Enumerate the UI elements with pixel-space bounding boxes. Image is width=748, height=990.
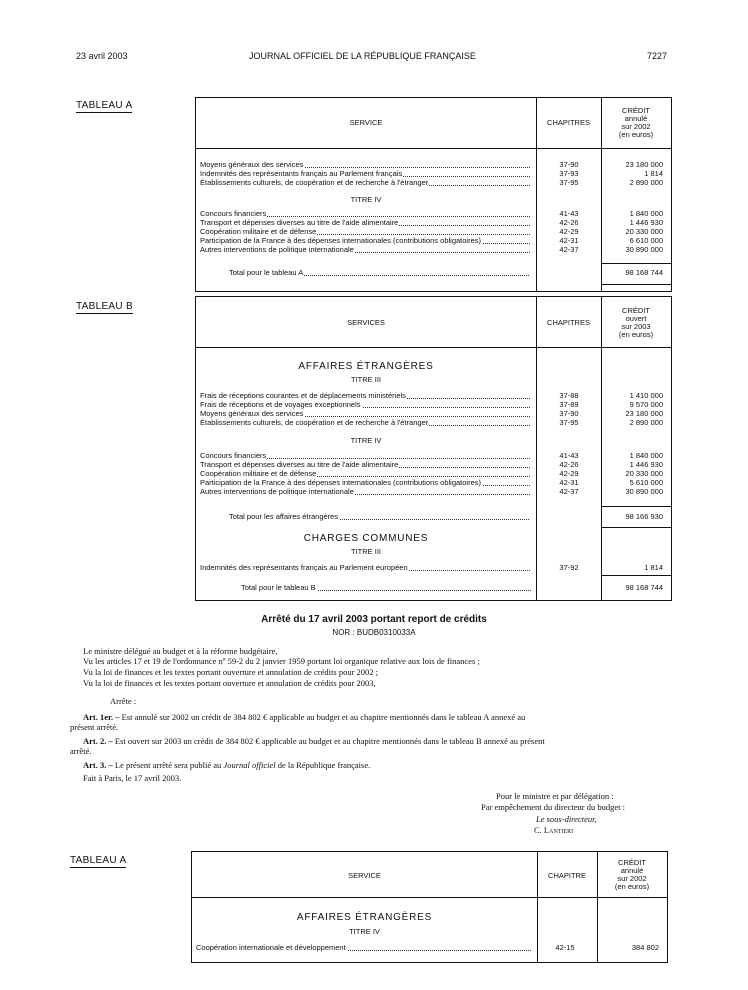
column-header-chapitres: CHAPITRES xyxy=(547,118,590,127)
article-3: Art. 3. – Le présent arrêté sera publié au Journal officiel de la République française. xyxy=(83,760,371,770)
visa-line: Vu la loi de finances et les textes portant ouverture et annulation de crédits pour 2002 ; xyxy=(83,667,379,677)
visa-line: Vu les articles 17 et 19 de l'ordonnance nº 59-2 du 2 janvier 1959 portant loi organique relative aux lois de finances ; xyxy=(83,656,480,666)
column-header-credit: CRÉDIT ouvert sur 2003 (en euros) xyxy=(618,306,654,339)
titre-heading: TITRE IV xyxy=(350,195,382,204)
section-heading: AFFAIRES ÉTRANGÈRES xyxy=(296,912,433,923)
table-label: TABLEAU B xyxy=(76,301,133,312)
article-1: Art. 1er. – Est annulé sur 2002 un crédit de 384 802 € applicable au budget et au chapitre mentionnés dans le tableau A annexé au xyxy=(83,712,526,722)
article-2: Art. 2. – Est ouvert sur 2003 un crédit de 384 802 € applicable au budget et au chapitre mentionnés dans le tableau B annexé au présent xyxy=(83,736,545,746)
titre-heading: TITRE IV xyxy=(350,436,382,445)
column-header-credit: CRÉDIT annulé sur 2002 (en euros) xyxy=(618,106,654,139)
signature-title: Le sous-directeur, xyxy=(536,814,597,824)
header-date: 23 avril 2003 xyxy=(76,51,128,61)
visa-line: Le ministre délégué au budget et à la réforme budgétaire, xyxy=(83,646,278,656)
column-header-chapitre: CHAPITRE xyxy=(548,871,586,880)
column-header-chapitres: CHAPITRES xyxy=(547,318,590,327)
signature-name: C. Lantieri xyxy=(534,825,574,835)
titre-heading: TITRE III xyxy=(351,375,381,384)
titre-heading: TITRE IV xyxy=(349,927,380,936)
article-2-cont: arrêté. xyxy=(70,746,92,756)
table-label: TABLEAU A xyxy=(70,855,127,866)
column-header-service: SERVICE xyxy=(348,871,381,880)
article-1-cont: présent arrêté. xyxy=(70,722,119,732)
section-heading: AFFAIRES ÉTRANGÈRES xyxy=(298,361,434,372)
nor-reference: NOR : BUDB0310033A xyxy=(332,628,416,637)
titre-heading: TITRE III xyxy=(351,547,381,556)
header-journal-title: JOURNAL OFFICIEL DE LA RÉPUBLIQUE FRANÇAISE xyxy=(249,51,476,61)
column-header-service: SERVICE xyxy=(349,118,383,127)
header-page-number: 7227 xyxy=(647,51,668,61)
tableau-a-table: SERVICE CHAPITRES CRÉDIT annulé sur 2002 (en euros) Moyens généraux des services 37-90 23 180 000 Indemnités des représentants français au Parlement français 37-93 1 814 Établissements culturels, de coopération et de recherche à l'étranger 37-95 2 890 000 TITRE IV Concours financiers 41-43 1 840 000 Transport et dépenses diverses au titre de l'aide alimentaire 42-26 1 446 930 Coopération militaire et de défense 42-29 20 330 000 Participation de la France à des dépenses internationales (contributions obligatoires) 42-31 6 610 000 Autres interventions de politique internationale 42-37 30 890 000 Total pour le tableau A 98 168 744 xyxy=(195,97,672,292)
arrete-title: Arrêté du 17 avril 2003 portant report de crédits xyxy=(261,614,487,625)
fait-a-paris: Fait à Paris, le 17 avril 2003. xyxy=(83,773,182,783)
column-header-services: SERVICES xyxy=(347,318,385,327)
tableau-a-annex-table: SERVICE CHAPITRE CRÉDIT annulé sur 2002 (en euros) AFFAIRES ÉTRANGÈRES TITRE IV Coopération internationale et développement 42-15 384 802 xyxy=(191,851,668,963)
section-heading: CHARGES COMMUNES xyxy=(303,533,429,544)
table-label: TABLEAU A xyxy=(76,100,133,111)
signature-line: Par empêchement du directeur du budget : xyxy=(481,802,625,812)
signature-line: Pour le ministre et par délégation : xyxy=(496,791,614,801)
arrete-word: Arrête : xyxy=(110,696,137,706)
tableau-b-table: SERVICES CHAPITRES CRÉDIT ouvert sur 2003 (en euros) AFFAIRES ÉTRANGÈRES TITRE III Frais de réceptions courantes et de déplacements ministériels 37-88 1 410 000 Frais de réceptions et de voyages exceptionnels 37-89 9 570 000 Moyens généraux des services 37-90 23 180 000 Établissements culturels, de coopération et de recherche à l'étranger 37-95 2 890 000 TITRE IV Concours financiers 41-43 1 840 000 Transport et dépenses diverses au titre de l'aide alimentaire 42-26 1 446 930 Coopération militaire et de défense 42-29 20 330 000 Participation de la France à des dépenses internationales (contributions obligatoires) 42-31 5 610 000 Autres interventions de politique internationale 42-37 30 890 000 Total pour les affaires étrangères 98 166 930 CHARGES COMMUNES TITRE III Indemnités des représentants français au Parlement européen 37-92 1 814 Total pour le tableau B 98 168 744 xyxy=(195,296,672,601)
column-header-credit: CRÉDIT annulé sur 2002 (en euros) xyxy=(614,858,650,891)
visa-line: Vu la loi de finances et les textes portant ouverture et annulation de crédits pour 2003, xyxy=(83,678,376,688)
